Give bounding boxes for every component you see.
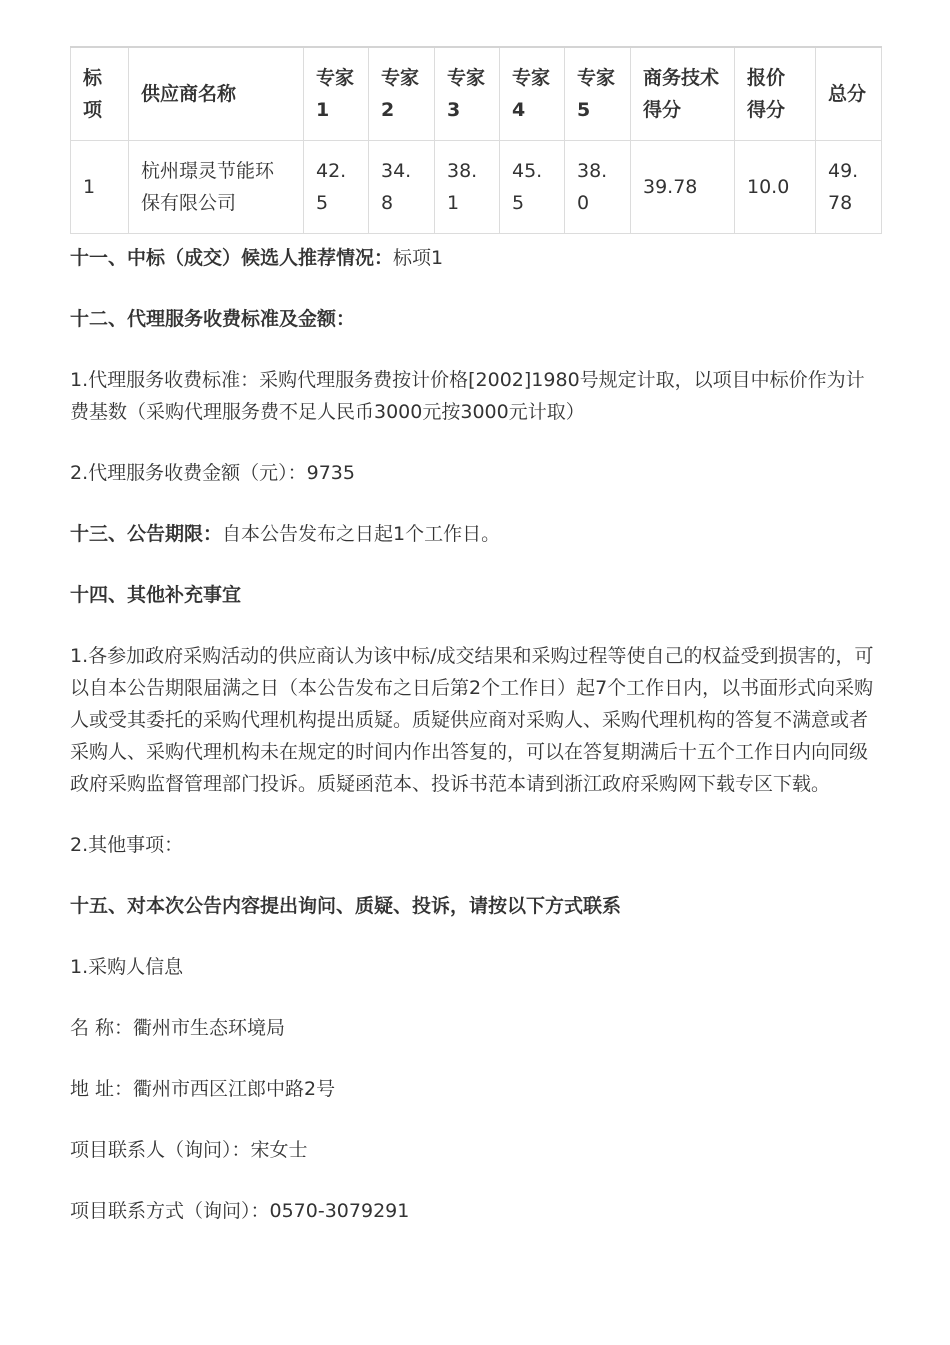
- purchaser-address: 地 址：衢州市西区江郎中路2号: [70, 1078, 336, 1100]
- score-table: [70, 46, 882, 234]
- section-12-fee-standard: 1.代理服务收费标准：采购代理服务费按计价格[2002]1980号规定计取，以项目中标价作为计费基数（采购代理服务费不足人民币3000元按3000元计取）: [70, 369, 865, 423]
- header-supplier: 供应商名称: [129, 47, 304, 141]
- section-13: [70, 518, 881, 550]
- header-expert-1: 专家1: [304, 47, 369, 141]
- section-12-fee-amount: 2.代理服务收费金额（元）：9735: [70, 462, 355, 484]
- section-11-value: 标项1: [393, 247, 444, 269]
- table-header-row: [71, 47, 882, 141]
- cell-supplier: 杭州璟灵节能环保有限公司: [129, 141, 304, 234]
- header-lot: 标项: [71, 47, 129, 141]
- section-14-heading: 十四、其他补充事宜: [70, 584, 242, 606]
- purchaser-info-label: 1.采购人信息: [70, 956, 184, 978]
- header-total-score: 总分: [816, 47, 882, 141]
- cell-expert-2: 34.8: [369, 141, 435, 234]
- section-11: [70, 242, 881, 274]
- table-row: [71, 141, 882, 234]
- section-12-heading: 十二、代理服务收费标准及金额：: [70, 308, 356, 330]
- section-14-complaint-text: 1.各参加政府采购活动的供应商认为该中标/成交结果和采购过程等使自己的权益受到损害的，可以自本公告期限届满之日（本公告发布之日后第2个工作日）起7个工作日内，以书面形式向采购人或受其委托的采购代理机构提出质疑。质疑供应商对采购人、采购代理机构的答复不满意或者采购人、采购代理机构未在规定的时间内作出答复的，可以在答复期满后十五个工作日内向同级政府采购监督管理部门投诉。质疑函范本、投诉书范本请到浙江政府采购网下载专区下载。: [70, 645, 874, 795]
- cell-price-score: 10.0: [735, 141, 816, 234]
- header-expert-2: 专家2: [369, 47, 435, 141]
- cell-total-score: 49.78: [816, 141, 882, 234]
- header-tech-score: 商务技术得分: [631, 47, 735, 141]
- section-15-heading: 十五、对本次公告内容提出询问、质疑、投诉，请按以下方式联系: [70, 895, 622, 917]
- header-expert-3: 专家3: [435, 47, 500, 141]
- header-price-score: 报价得分: [735, 47, 816, 141]
- header-expert-4: 专家4: [500, 47, 565, 141]
- cell-lot: 1: [71, 141, 129, 234]
- cell-expert-4: 45.5: [500, 141, 565, 234]
- contact-person: 项目联系人（询问）：宋女士: [70, 1139, 308, 1161]
- header-expert-5: 专家5: [565, 47, 631, 141]
- section-13-heading: 十三、公告期限：: [70, 523, 223, 545]
- contact-phone: 项目联系方式（询问）：0570-3079291: [70, 1200, 410, 1222]
- section-13-value: 自本公告发布之日起1个工作日。: [222, 523, 501, 545]
- purchaser-name: 名 称：衢州市生态环境局: [70, 1017, 286, 1039]
- cell-tech-score: 39.78: [631, 141, 735, 234]
- cell-expert-5: 38.0: [565, 141, 631, 234]
- section-11-heading: 十一、中标（成交）候选人推荐情况：: [70, 247, 394, 269]
- cell-expert-3: 38.1: [435, 141, 500, 234]
- section-14-other-matters: 2.其他事项：: [70, 834, 184, 856]
- cell-expert-1: 42.5: [304, 141, 369, 234]
